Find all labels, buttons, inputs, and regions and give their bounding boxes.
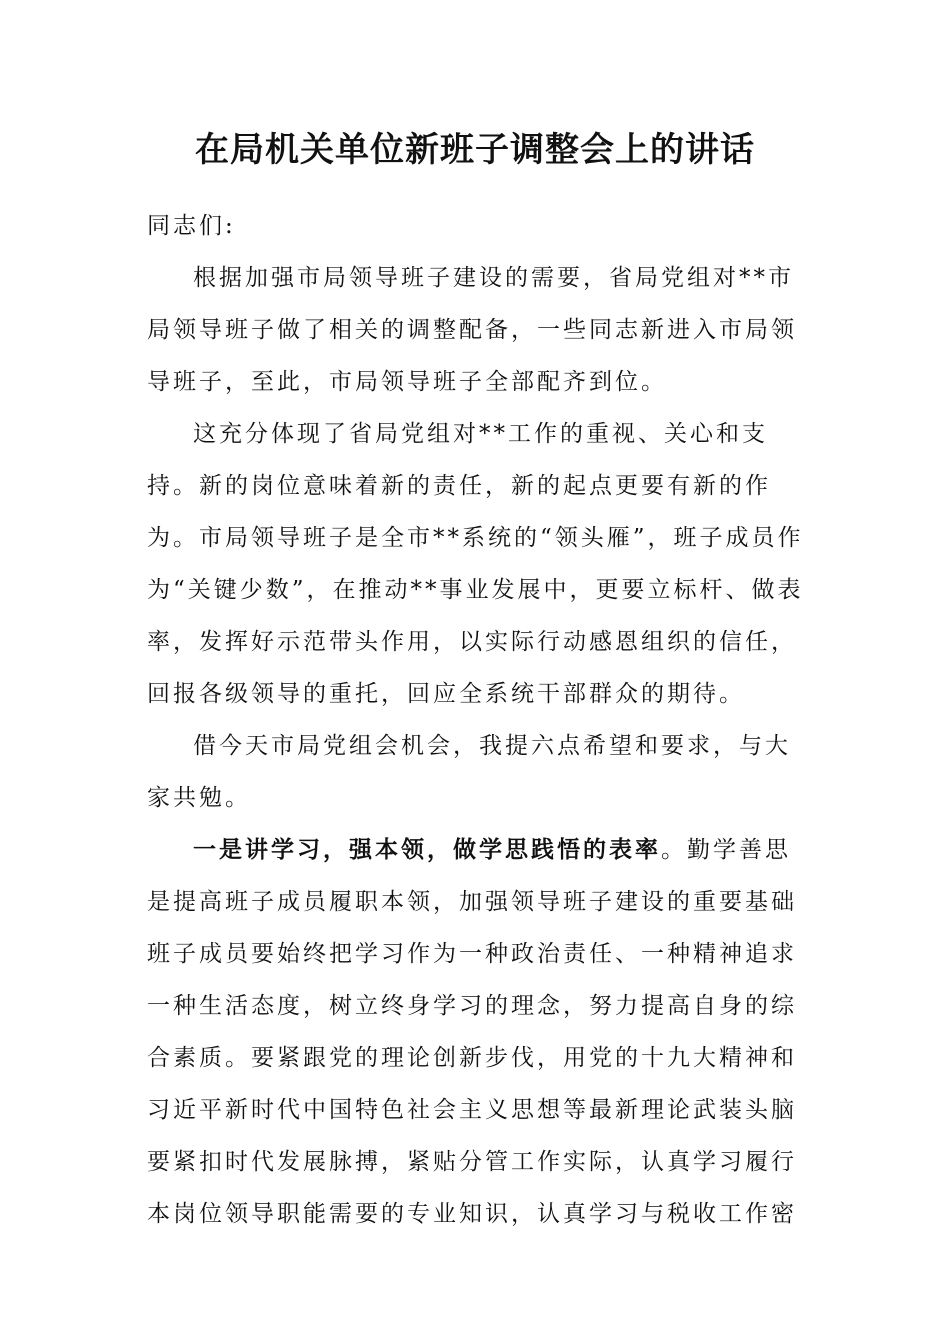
- paragraph-1: 根据加强市局领导班子建设的需要，省局党组对**市局领导班子做了相关的调整配备，一些同志新进入市局领导班子，至此，市局领导班子全部配齐到位。: [147, 265, 797, 395]
- document-body: [147, 200, 807, 1240]
- point-1-heading: 一是讲学习，强本领，做学思践悟的表率: [193, 836, 661, 863]
- document-title: 在局机关单位新班子调整会上的讲话: [195, 130, 755, 170]
- salutation: 同志们:: [147, 213, 236, 239]
- paragraph-point-1: [147, 824, 807, 1240]
- paragraph-2: 这充分体现了省局党组对**工作的重视、关心和支持。新的岗位意味着新的责任，新的起点更要有新的作为。市局领导班子是全市**系统的“领头雁”，班子成员作为“关键少数”，在推动**事业发展中，更要立标杆、做表率，发挥好示范带头作用，以实际行动感恩组织的信任，回报各级领导的重托，回应全系统干部群众的期待。: [147, 421, 804, 707]
- point-1-text: 。勤学善思是提高班子成员履职本领，加强领导班子建设的重要基础班子成员要始终把学习作为一种政治责任、一种精神追求一种生活态度，树立终身学习的理念，努力提高自身的综合素质。要紧跟党的理论创新步伐，用党的十九大精神和习近平新时代中国特色社会主义思想等最新理论武装头脑要紧扣时代发展脉搏，紧贴分管工作实际，认真学习履行本岗位领导职能需要的专业知识，认真学习与税收工作密: [147, 837, 797, 1227]
- paragraph-3: 借今天市局党组会机会，我提六点希望和要求，与大家共勉。: [147, 733, 791, 811]
